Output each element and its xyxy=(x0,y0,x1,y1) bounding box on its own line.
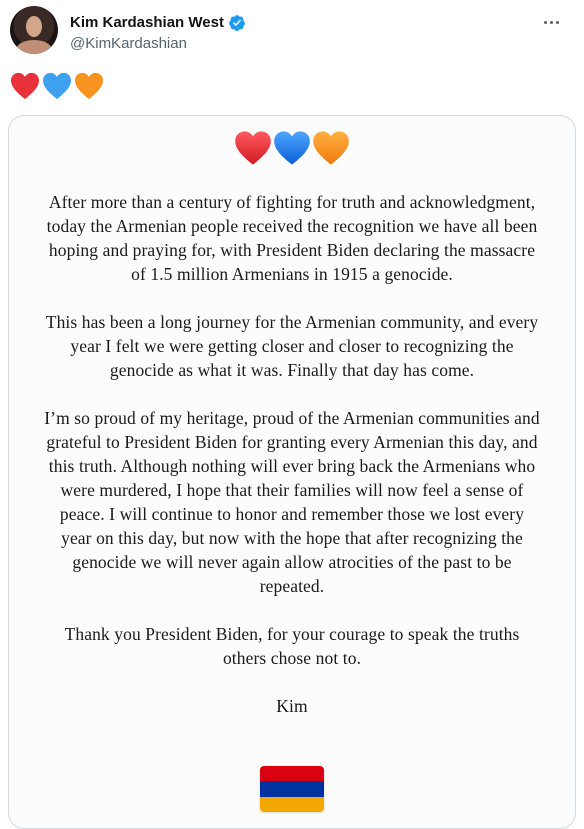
letter-paragraph: I’m so proud of my heritage, proud of the Armenian communities and grateful to President Biden for granting every Armenian this day, and this truth. Although nothing will ever bring back the Armenians who were murdered, I hope that their families will now feel a sense of peace. I will continue to honor and remember those we lost every year on this day, but now with the hope that after recognizing the genocide we will never again allow atrocities of the past to be repeated. xyxy=(44,408,540,596)
orange-heart-icon xyxy=(74,72,104,100)
tweet-text xyxy=(10,68,104,104)
letter-paragraph: Thank you President Biden, for your courage to speak the truths others chose not to. xyxy=(64,624,520,668)
letter-paragraph: After more than a century of fighting for truth and acknowledgment, today the Armenian people received the recognition we have all been hoping and praying for, with President Biden declaring the massacre of 1.5 million Armenians in 1915 a genocide. xyxy=(46,192,538,284)
letter-signature: Kim xyxy=(276,696,308,716)
letter-paragraph: This has been a long journey for the Armenian community, and every year I felt we were getting closer and closer to recognizing the genocide as what it was. Finally that day has come. xyxy=(45,312,539,380)
orange-heart-icon xyxy=(312,130,350,166)
armenian-flag-icon xyxy=(260,766,324,812)
handle[interactable]: @KimKardashian xyxy=(70,35,187,52)
red-heart-icon xyxy=(234,130,272,166)
display-name[interactable]: Kim Kardashian West xyxy=(70,14,224,31)
avatar[interactable] xyxy=(10,6,58,54)
more-options-icon[interactable] xyxy=(536,12,566,32)
name-row xyxy=(70,13,246,33)
letter-hearts xyxy=(9,130,575,166)
tweet-header xyxy=(8,6,574,58)
verified-badge-icon xyxy=(228,14,246,32)
media-image[interactable] xyxy=(8,115,576,829)
blue-heart-icon xyxy=(42,72,72,100)
blue-heart-icon xyxy=(273,130,311,166)
letter-body xyxy=(43,190,541,742)
red-heart-icon xyxy=(10,72,40,100)
